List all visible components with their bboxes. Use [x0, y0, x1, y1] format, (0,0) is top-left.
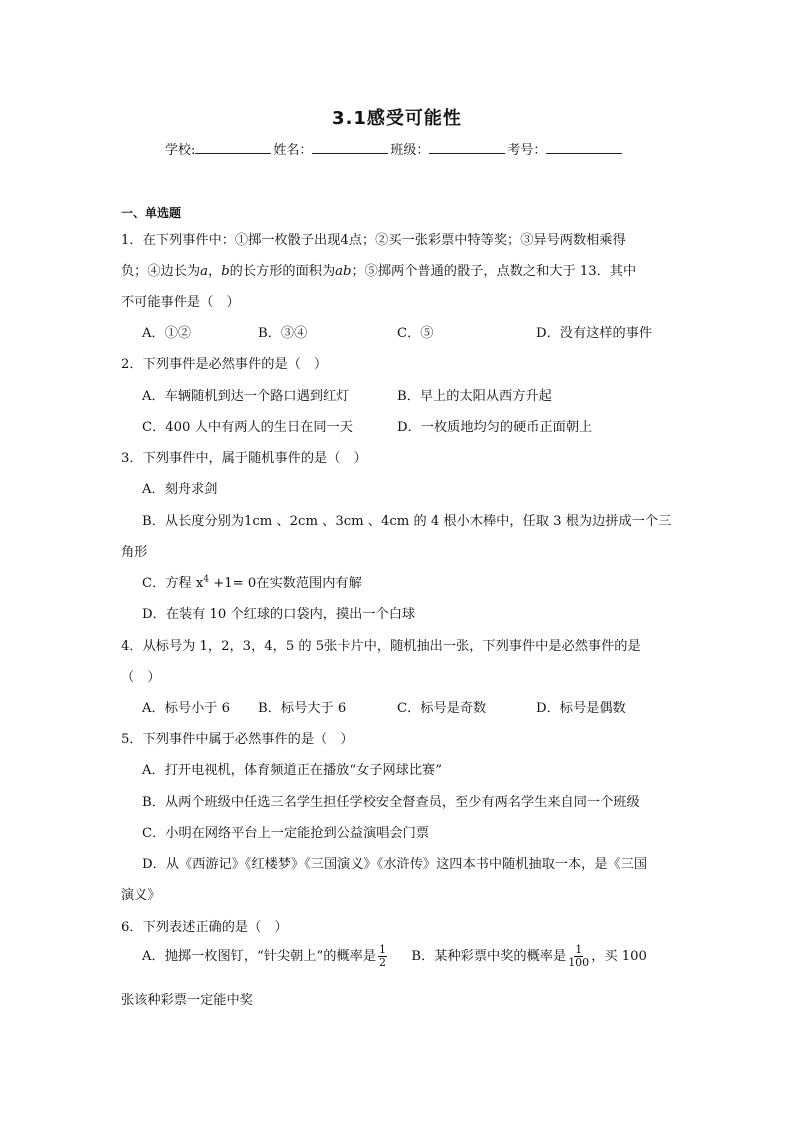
q2-option-c[interactable]: C．400 人中有两人的生日在同一天 [142, 420, 353, 435]
fraction-denominator: 2 [379, 956, 387, 969]
q4-option-c[interactable]: C．标号是奇数 [397, 701, 487, 716]
q2-stem: 2．下列事件是必然事件的是（ ） [121, 357, 328, 372]
q5-option-d-line1[interactable]: D．从《西游记》《红楼梦》《三国演义》《水浒传》这四本书中随机抽取一本，是《三国 [142, 857, 648, 872]
q6-stem: 6．下列表述正确的是（ ） [121, 920, 288, 935]
q1-option-a[interactable]: A．①② [142, 326, 192, 341]
fraction-numerator: 1 [575, 943, 583, 956]
q5-option-d-line2: 演义》 [121, 888, 161, 903]
q3-option-c[interactable] [142, 572, 362, 591]
q5-option-a[interactable]: A．打开电视机，体育频道正在播放“女子网球比赛” [142, 763, 442, 778]
student-info-row [165, 139, 624, 158]
q1-line2-text-d: ；⑤掷两个普通的骰子，点数之和大于 13．其中 [351, 264, 637, 279]
q1-line2-text-b: ， [208, 264, 222, 279]
q2-option-b[interactable]: B．早上的太阳从西方升起 [397, 389, 552, 404]
fraction-numerator: 1 [379, 943, 387, 956]
q4-option-a[interactable]: A．标号小于 6 [142, 701, 231, 716]
q4-option-b[interactable]: B．标号大于 6 [258, 701, 347, 716]
q1-line3: 不可能事件是（ ） [121, 295, 240, 310]
q3-option-b-line2: 角形 [121, 545, 148, 560]
q6-option-b[interactable] [411, 943, 647, 969]
q1-line2 [121, 260, 636, 279]
q4-line2: （ ） [121, 670, 161, 685]
q1-option-c[interactable]: C．⑤ [397, 326, 434, 341]
q1-option-d[interactable]: D．没有这样的事件 [536, 326, 653, 341]
q3-option-c-text: C．方程 x [142, 576, 204, 591]
q6-option-a[interactable] [142, 943, 393, 969]
q1-line2-text-a: 负；④边长为 [121, 264, 201, 279]
section-heading: 一、单选题 [121, 206, 182, 220]
class-blank[interactable] [429, 139, 505, 154]
name-blank[interactable] [312, 139, 388, 154]
exponent: 4 [203, 574, 210, 585]
q6-option-b-line2: 张该种彩票一定能中奖 [121, 993, 253, 1008]
q2-option-a[interactable]: A．车辆随机到达一个路口遇到红灯 [142, 389, 350, 404]
class-label: 班级： [390, 143, 430, 158]
q3-stem: 3．下列事件中，属于随机事件的是（ ） [121, 451, 367, 466]
fraction-one-hundredth [568, 944, 589, 969]
q3-option-d[interactable]: D．在装有 10 个红球的口袋内，摸出一个白球 [142, 607, 416, 622]
exam-number-blank[interactable] [546, 139, 622, 154]
q1-line1: 1．在下列事件中：①掷一枚骰子出现4点；②买一张彩票中特等奖；③异号两数相乘得 [121, 233, 626, 248]
q6-option-a-text: A．抛掷一枚图钉，“针尖朝上”的概率是 [142, 949, 377, 964]
q1-option-b[interactable]: B．③④ [258, 326, 308, 341]
q6-option-b-text-end: ，买 100 [591, 949, 647, 964]
name-label: 姓名： [273, 143, 313, 158]
exam-number-label: 考号： [507, 143, 547, 158]
q5-option-b[interactable]: B．从两个班级中任选三名学生担任学校安全督查员，至少有两名学生来自同一个班级 [142, 795, 640, 810]
page-title: 3.1感受可能性 [332, 108, 462, 129]
fraction-denominator: 100 [568, 956, 590, 969]
q5-option-c[interactable]: C．小明在网络平台上一定能抢到公益演唱会门票 [142, 826, 430, 841]
school-label: 学校: [165, 143, 196, 158]
q1-line2-text-c: 的长方形的面积为 [229, 264, 336, 279]
school-blank[interactable] [195, 139, 271, 154]
q2-option-d[interactable]: D．一枚质地均匀的硬币正面朝上 [397, 420, 593, 435]
q3-option-c-text-end: +1= 0在实数范围内有解 [209, 576, 362, 591]
q5-stem: 5．下列事件中属于必然事件的是（ ） [121, 732, 354, 747]
q4-option-d[interactable]: D．标号是偶数 [536, 701, 626, 716]
q6-option-b-text: B．某种彩票中奖的概率是 [411, 949, 567, 964]
fraction-one-half [378, 944, 387, 969]
var-b: b [221, 264, 230, 279]
q3-option-a[interactable]: A．刻舟求剑 [142, 482, 218, 497]
q6-options-row [142, 944, 647, 969]
var-ab: ab [335, 264, 352, 279]
q4-line1: 4．从标号为 1，2，3，4，5 的 5张卡片中，随机抽出一张，下列事件中是必然事件的是 [121, 639, 641, 654]
q3-option-b-line1[interactable]: B．从长度分别为1cm 、2cm 、3cm 、4cm 的 4 根小木棒中，任取 3 根为边拼成一个三 [142, 514, 672, 529]
var-a: a [200, 264, 208, 279]
